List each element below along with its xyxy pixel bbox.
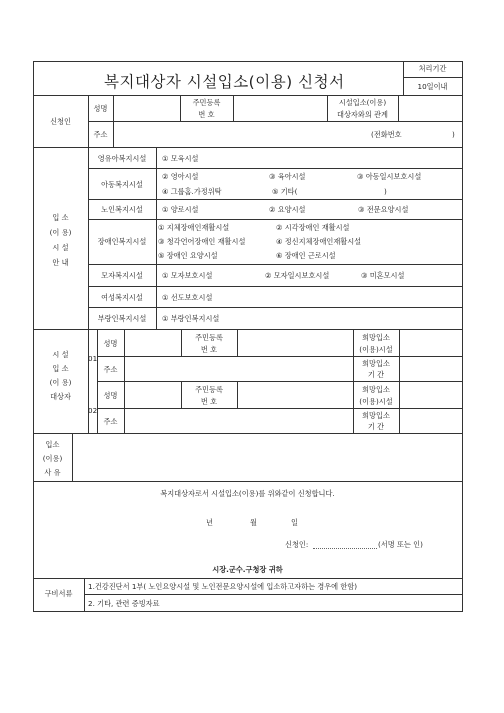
target-name-label: 성명 [103, 391, 118, 400]
documents-label: 구비서류 [44, 589, 73, 598]
target-rrn-label-2: 번 호 [200, 345, 218, 354]
guide-category-label: 영유아복지시설 [97, 154, 147, 163]
guide-option[interactable]: ③ 육아시설 [269, 172, 306, 181]
target-rrn-field[interactable] [238, 382, 353, 407]
guide-option[interactable]: ④ 그룹홈.가정위탁 [162, 187, 222, 196]
guide-option[interactable]: ① 양로시설 [162, 205, 199, 214]
signature-line[interactable] [313, 548, 377, 549]
applicant-phone-label: (전화번호 [371, 130, 402, 139]
guide-option[interactable]: ⑤ 기타( [272, 187, 298, 196]
guide-side-label-3: 시 설 [52, 243, 69, 252]
target-name-label: 성명 [103, 339, 118, 348]
guide-option[interactable]: ③ 청각언어장애인 재활시설 [158, 237, 246, 246]
applicant-header: 신청인 [50, 117, 71, 126]
guide-side-label-4: 안 내 [52, 258, 69, 267]
target-wish-facility-label-2: (이용)시설 [359, 345, 393, 354]
guide-option[interactable]: ② 모자일시보호시설 [265, 271, 330, 280]
reason-field[interactable] [73, 434, 461, 480]
guide-option-close: ) [384, 187, 387, 196]
target-wish-facility-field[interactable] [400, 382, 461, 407]
target-wish-period-label-2: 기 간 [367, 370, 385, 379]
applicant-relation-label-2: 대상자와의 관계 [337, 110, 388, 119]
target-rrn-field[interactable] [238, 330, 353, 355]
guide-option[interactable]: ④ 정신지체장애인재활시설 [276, 237, 362, 246]
target-wish-period-label-2: 기 간 [367, 422, 385, 431]
signature-note: (서명 또는 인) [378, 540, 423, 549]
target-rrn-label: 주민등록 [195, 385, 223, 394]
target-number: 01 [88, 354, 98, 363]
guide-category-label: 모자복지시설 [101, 271, 143, 280]
documents-item: 2. 기타, 관련 증빙자료 [88, 599, 160, 608]
target-address-field[interactable] [125, 409, 352, 432]
guide-option[interactable]: ③ 미혼모시설 [361, 271, 405, 280]
guide-option[interactable]: ① 모자보호시설 [162, 271, 213, 280]
reason-label-3: 사 유 [44, 468, 61, 477]
guide-category-label: 노인복지시설 [101, 205, 143, 214]
guide-option[interactable]: ③ 전문요양시설 [358, 205, 409, 214]
guide-option[interactable]: ② 시각장애인 재활시설 [276, 223, 350, 232]
target-wish-facility-label: 희망입소 [362, 333, 390, 342]
applicant-relation-label: 시설입소(이용) [338, 98, 387, 107]
applicant-name-label: 성명 [93, 104, 108, 113]
guide-option[interactable]: ② 영아시설 [162, 172, 199, 181]
guide-option[interactable]: ② 요양시설 [269, 205, 306, 214]
applicant-rrn-label-2: 번 호 [198, 110, 215, 119]
guide-side-label: 입 소 [52, 213, 69, 222]
reason-label: 입소 [45, 440, 60, 449]
target-rrn-label-2: 번 호 [200, 397, 218, 406]
date-day-label: 일 [291, 518, 298, 527]
documents-item: 1.건강진단서 1부( 노인요양시설 및 노인전문요양시설에 입소하고자하는 경우에 한함) [88, 582, 358, 591]
guide-option[interactable]: ① 모육시설 [162, 154, 199, 163]
form-title: 복지대상자 시설입소(이용) 신청서 [104, 73, 345, 91]
guide-option[interactable]: ⑥ 장애인 근로시설 [276, 251, 336, 260]
target-rrn-label: 주민등록 [195, 333, 223, 342]
guide-option[interactable]: ① 선도보호시설 [162, 293, 213, 302]
applicant-rrn-label: 주민등록 [192, 98, 221, 107]
target-wish-period-label: 희망입소 [362, 411, 390, 420]
target-name-field[interactable] [125, 382, 181, 407]
guide-option[interactable]: ① 부랑인복지시설 [162, 314, 220, 323]
target-wish-facility-field[interactable] [400, 330, 461, 355]
guide-category-label: 아동복지시설 [101, 180, 143, 189]
applicant-relation-field[interactable] [399, 96, 461, 120]
applicant-phone-close: ) [452, 130, 455, 139]
target-wish-period-label: 희망입소 [362, 359, 390, 368]
processing-period-label: 처리기간 [418, 64, 447, 73]
guide-side-label-2: (이 용) [49, 228, 72, 237]
guide-category-label: 여성복지시설 [101, 293, 143, 302]
target-address-field[interactable] [125, 357, 352, 380]
applicant-name-field[interactable] [114, 96, 180, 120]
target-side-label-2: 입 소 [52, 364, 69, 373]
guide-option[interactable]: ① 지체장애인재활시설 [158, 223, 230, 232]
target-side-label-4: 대상자 [50, 392, 71, 401]
target-wish-facility-label: 희망입소 [362, 385, 390, 394]
applicant-rrn-field[interactable] [234, 96, 327, 120]
applicant-address-label: 주소 [93, 130, 108, 139]
target-wish-period-field[interactable] [400, 409, 461, 432]
guide-category-label: 부랑인복지시설 [97, 314, 147, 323]
date-month-label: 월 [250, 518, 257, 527]
processing-period-value: 10일이내 [417, 82, 448, 91]
date-year-label: 년 [206, 518, 213, 527]
signature-applicant-label: 신청인: [285, 540, 309, 549]
declaration-statement: 복지대상자로서 시설입소(이용)를 위와같이 신청합니다. [160, 489, 335, 498]
guide-option[interactable]: ③ 아동일시보호시설 [357, 172, 422, 181]
target-number: 02 [88, 406, 98, 415]
target-side-label-3: (이 용) [49, 378, 72, 387]
target-side-label: 시 설 [52, 350, 69, 359]
target-wish-facility-label-2: (이용)시설 [359, 397, 393, 406]
target-address-label: 주소 [103, 365, 118, 374]
guide-option[interactable]: ⑤ 장애인 요양시설 [158, 251, 218, 260]
target-wish-period-field[interactable] [400, 357, 461, 380]
addressee: 시장.군수.구청장 귀하 [212, 565, 283, 574]
reason-label-2: (이용) [42, 454, 63, 463]
target-address-label: 주소 [103, 417, 118, 426]
applicant-address-field[interactable] [114, 122, 369, 146]
target-name-field[interactable] [125, 330, 181, 355]
guide-category-label: 장애인복지시설 [97, 237, 147, 246]
